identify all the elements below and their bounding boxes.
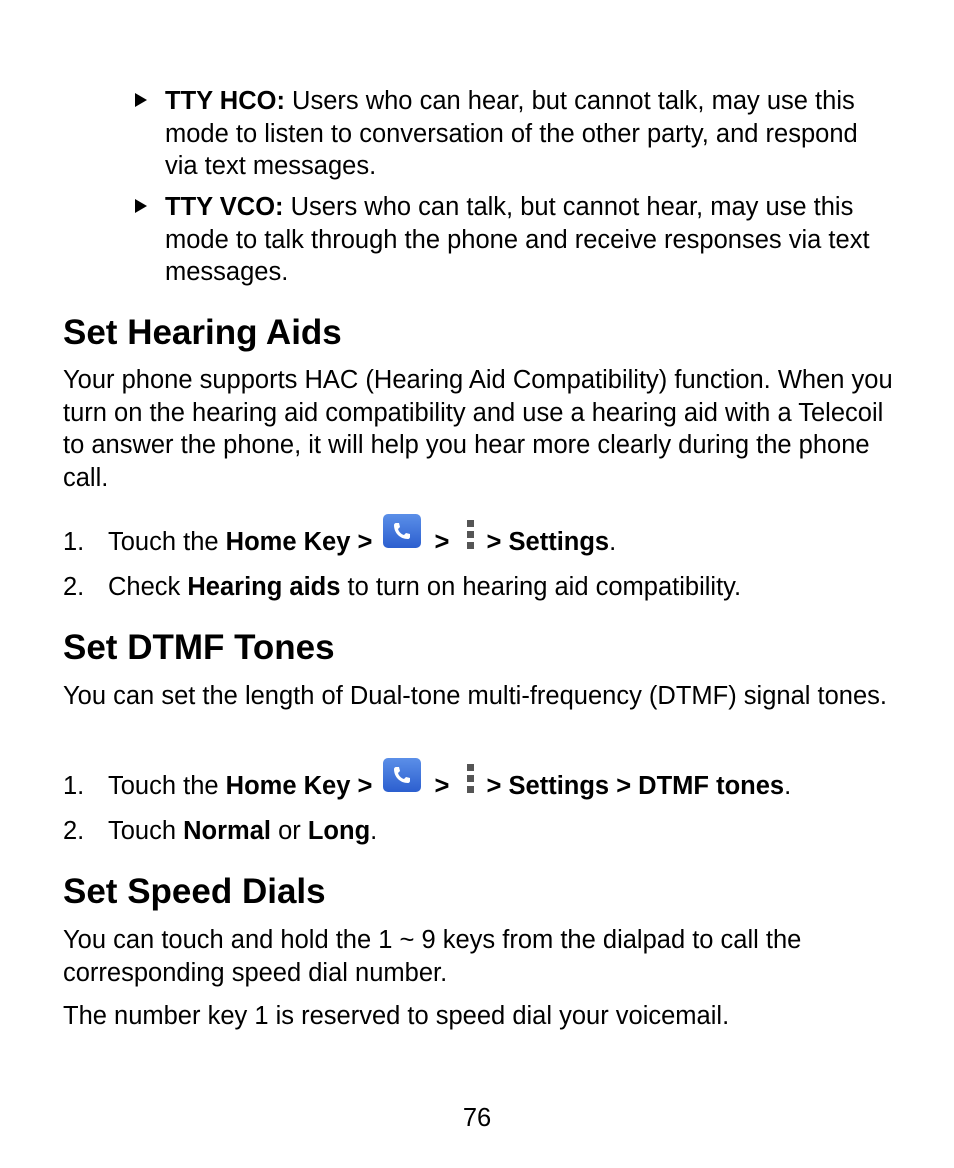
bullet-tty-vco [131, 191, 891, 289]
step-end: . [609, 528, 617, 556]
step-number: 1. [63, 528, 85, 556]
step-separator: > [434, 772, 450, 800]
dtmf-step-2 [63, 815, 923, 847]
long-option: Long [307, 817, 371, 845]
phone-app-icon [383, 514, 421, 548]
step-prefix: Check [108, 573, 188, 601]
bullet-term: TTY HCO: [165, 87, 285, 115]
page-number: 76 [462, 1104, 492, 1132]
step-prefix: Touch the [108, 772, 226, 800]
step-number: 1. [63, 772, 85, 800]
home-key-label: Home Key > [225, 528, 373, 556]
step-number: 2. [63, 573, 85, 601]
dtmf-step-1 [63, 764, 923, 802]
phone-app-icon [383, 758, 421, 792]
hearing-aids-step-2 [63, 571, 923, 603]
heading-set-dtmf-tones: Set DTMF Tones [63, 628, 335, 667]
speed-dials-paragraph-2: The number key 1 is reserved to speed dial your voicemail. [63, 1002, 730, 1030]
dtmf-settings-path: > Settings > DTMF tones [486, 772, 785, 800]
settings-path: > Settings [486, 528, 610, 556]
hearing-aids-paragraph: Your phone supports HAC (Hearing Aid Compatibility) function. When you turn on the hearing aid compatibility and use a hearing aid with a Telecoil to answer the phone, it will help you hear more clearly during the phone call. [63, 366, 893, 492]
speed-dials-paragraph-1: You can touch and hold the 1 ~ 9 keys from the dialpad to call the corresponding speed dial number. [63, 926, 802, 987]
hearing-aids-option: Hearing aids [187, 573, 341, 601]
bullet-term: TTY VCO: [165, 193, 284, 221]
step-prefix: Touch [108, 817, 184, 845]
step-end: . [370, 817, 378, 845]
step-suffix: to turn on hearing aid compatibility. [340, 573, 742, 601]
hearing-aids-step-1 [63, 520, 923, 558]
bullet-arrow-icon [135, 93, 147, 107]
step-prefix: Touch the [108, 528, 226, 556]
bullet-text: Users who can hear, but cannot talk, may use this mode to listen to conversation of the other party, and respond via text messages. [165, 87, 858, 180]
normal-option: Normal [183, 817, 271, 845]
bullet-arrow-icon [135, 199, 147, 213]
step-separator: > [434, 528, 450, 556]
bullet-text: Users who can talk, but cannot hear, may use this mode to talk through the phone and receive responses via text messages. [165, 193, 870, 286]
home-key-label: Home Key > [225, 772, 373, 800]
heading-set-speed-dials: Set Speed Dials [63, 872, 326, 911]
dtmf-paragraph: You can set the length of Dual-tone multi-frequency (DTMF) signal tones. [63, 682, 887, 710]
step-mid: or [271, 817, 308, 845]
menu-icon [465, 520, 475, 550]
heading-set-hearing-aids: Set Hearing Aids [63, 313, 342, 352]
step-number: 2. [63, 817, 85, 845]
menu-icon [465, 764, 475, 794]
step-end: . [784, 772, 792, 800]
bullet-tty-hco [131, 85, 891, 183]
